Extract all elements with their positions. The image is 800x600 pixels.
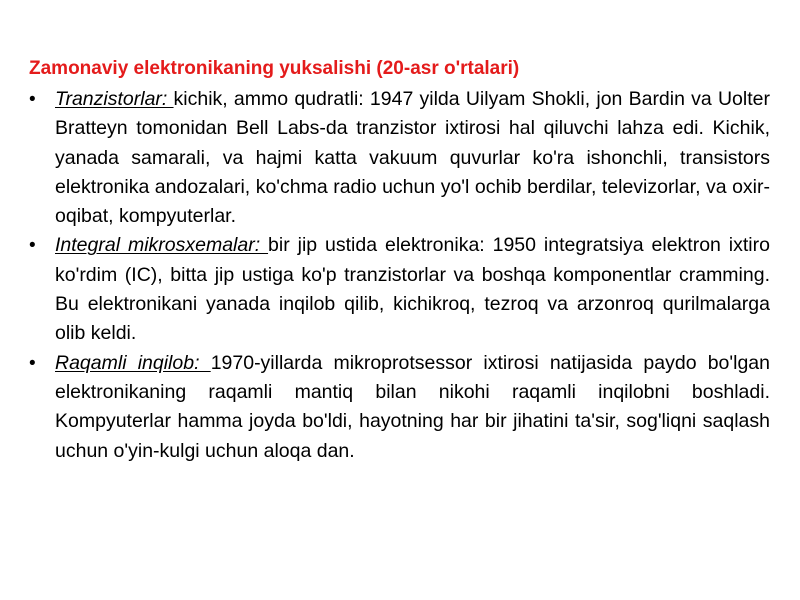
bullet-body: kichik, ammo qudratli: 1947 yilda Uilyam Shokli, jon Bardin va Uolter Bratteyn tomonidan Bell Labs-da tranzistor ixtirosi hal qiluvchi lahza edi. Kichik, yanada samarali, va hajmi katta vakuum quvurlar ko'ra ishonchli, transistors elektronika andozalari, ko'chma radio uchun yo'l ochib berdilar, televizorlar, va oxir-oqibat, kompyuterlar. [55,88,770,228]
bullet-dot-icon: • [29,235,36,257]
bullet-list [29,85,770,466]
bullet-term: Tranzistorlar: [55,88,174,110]
bullet-dot-icon: • [29,89,36,110]
bullet-item-digital-revolution [29,349,770,466]
bullet-term: Raqamli inqilob: [55,351,211,374]
bullet-term: Integral mikrosxemalar: [55,234,269,257]
bullet-item-transistors [29,85,770,231]
bullet-item-integrated-circuits [29,231,770,348]
bullet-body: bir jip ustida elektronika: 1950 integratsiya elektron ixtiro ko'rdim (IC), bitta jip ustiga ko'p tranzistorlar va boshqa komponentlar cramming. Bu elektronikani yanada inqilob qilib, kichikroq, tezroq va arzonroq qurilmalarga olib keldi. [55,234,770,345]
slide-heading: Zamonaviy elektronikaning yuksalishi (20-asr o'rtalari) [29,58,520,79]
bullet-body: 1970-yillarda mikroprotsessor ixtirosi natijasida paydo bo'lgan elektronikaning raqamli mantiq bilan nikohi raqamli inqilobni boshladi. Kompyuterlar hamma joyda bo'ldi, hayotning har bir jihatini ta'sir, sog'liqni saqlash uchun o'yin-kulgi uchun aloqa dan. [55,351,770,462]
bullet-dot-icon: • [29,352,36,374]
